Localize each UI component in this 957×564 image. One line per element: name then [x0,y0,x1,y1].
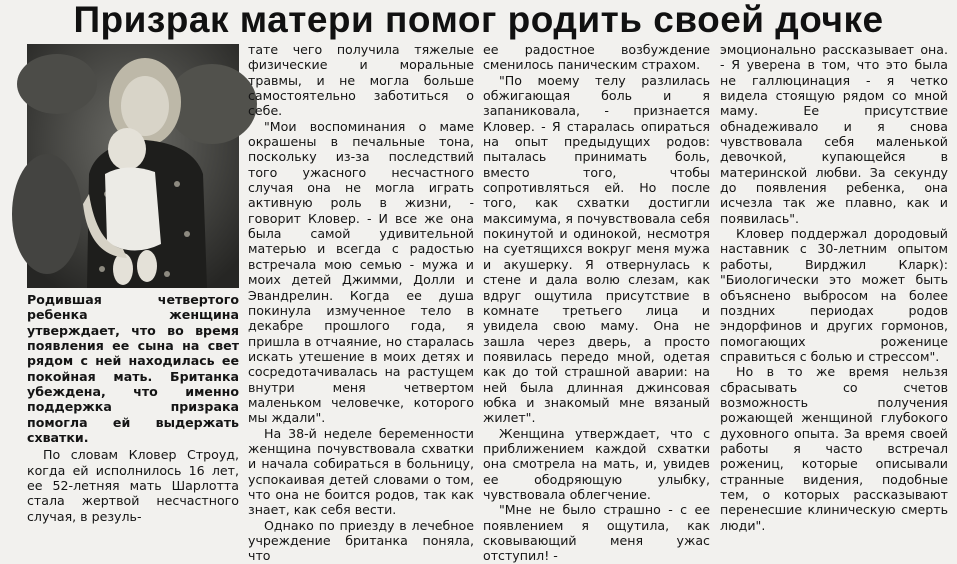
paragraph: По словам Кловер Строуд, когда ей исполнилось 16 лет, ее 52-летняя мать Шарлотта стала жертвой несчастного случая, в резуль- [27,447,239,524]
paragraph: ее радостное возбуждение сменилось паническим страхом. [483,42,710,73]
paragraph: "Мне не было страшно - с ее появлением я ощутила, как сковывающий меня ужас отступил! - [483,502,710,564]
paragraph: Однако по приезду в лечебное учреждение британка поняла, что [248,517,474,564]
paragraph: Но в то же время нельзя сбрасывать со счетов возможность получения рожающей женщиной глубокого духовного опыта. За время своей работы я часто встречал рожениц, которые описывали странные видения, подобные тем, о которых рассказывают перенесшие клиническую смерть люди". [720,364,948,533]
photo-caption: Родившая четвертого ребенка женщина утверждает, что во время появления ее сына на свет рядом с ней находилась ее покойная мать. Британка убеждена, что именно поддержка призрака помогла ей выдержать схватки. [27,292,239,446]
paragraph: Женщина утверждает, что с приближением каждой схватки она смотрела на мать, и, увидев ее ободряющую улыбку, чувствовала облегчение. [483,425,710,502]
paragraph: "Мои воспоминания о маме окрашены в печальные тона, поскольку из-за последствий того ужасного несчастного случая она не могла играть активную роль в жизни, - говорит Кловер. - И все же она была самой удивительной матерью и всегда с радостью встречала мою семью - мужа и моих детей Джимми, Долли и Эвандрелин. Когда ее душа покинула измученное тело в декабре прошлого года, я пришла в отчаяние, но старалась искать утешение в моих детях и сосредотачивалась на растущем внутри меня четвертом маленьком человечке, которого мы ждали". [248,118,474,426]
paragraph: На 38-й неделе беременности женщина почувствовала схватки и начала собираться в больницу, успокаивая детей словами о том, что она не боится родов, так как знает, как себя вести. [248,425,474,518]
column-3 [483,42,710,564]
paragraph: Кловер поддержал дородовый наставник с 30-летним опытом работы, Вирджил Кларк): "Биологически это может быть объяснено выбросом на более поздних периодах родов эндорфинов и других гормонов, помогающих роженице справиться с болью и стрессом". [720,226,948,364]
paragraph: эмоционально рассказывает она. - Я уверена в том, что это была не галлюцинация - я четко видела стоящую рядом со мной маму. Ее присутствие обнадеживало и я снова чувствовала себя маленькой девочкой, купающейся в материнской любви. За секунду до появления ребенка, она исчезла так же плавно, как и появилась". [720,42,948,226]
column-2 [248,42,474,564]
column-4 [720,42,948,533]
column-1 [27,292,239,524]
paragraph: "По моему телу разлилась обжигающая боль и я запаниковала, - признается Кловер. - Я старалась опираться на опыт предыдущих родов: пыталась принимать боль, вместо того, чтобы сопротивляться ей. Но после того, как схватки достигли максимума, я почувствовала себя покинутой и одинокой, несмотря на суетящихся вокруг меня мужа и акушерку. Я отвернулась к стене и дала волю слезам, как вдруг ощутила присутствие в комнате третьего лица и увидела свою маму. Она не зашла через дверь, а просто появилась передо мной, одетая как до той страшной аварии: на ней была длинная джинсовая юбка и знакомый мне вязаный жилет". [483,72,710,426]
headline: Призрак матери помог родить своей дочке [73,0,884,40]
article-photo [27,44,239,288]
paragraph: тате чего получила тяжелые физические и моральные травмы, и не могла больше самостоятельно заботиться о себе. [248,42,474,119]
